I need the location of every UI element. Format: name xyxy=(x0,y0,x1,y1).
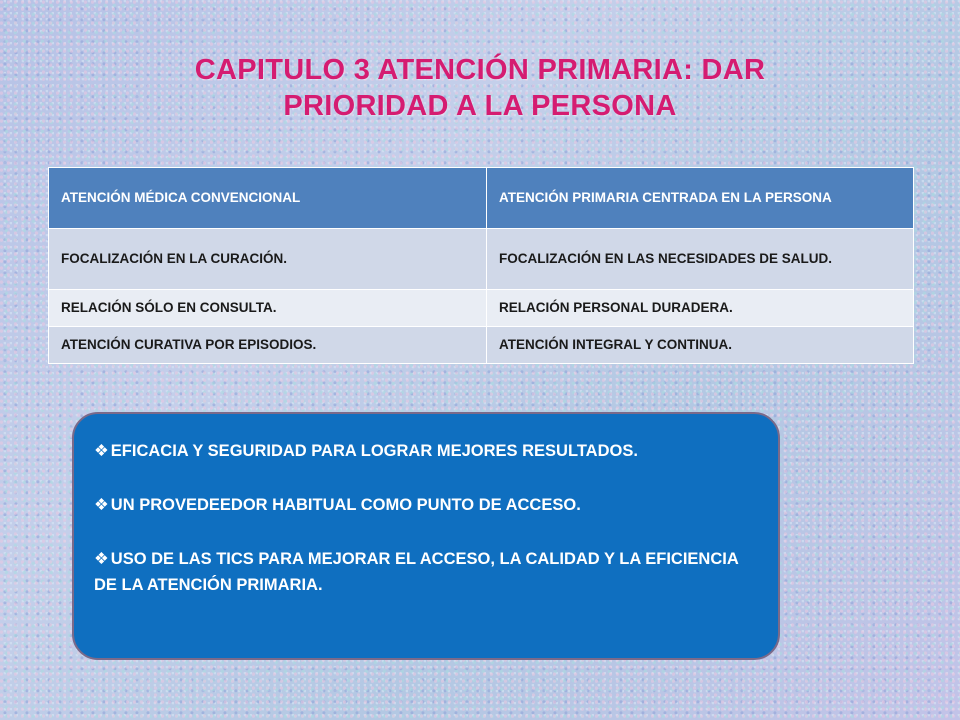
key-points-list xyxy=(94,438,756,598)
diamond-bullet-icon: ❖ xyxy=(94,496,109,514)
list-item xyxy=(94,492,756,518)
list-item xyxy=(94,546,756,598)
list-item xyxy=(94,438,756,464)
list-item-text: USO DE LAS TICS PARA MEJORAR EL ACCESO, LA CALIDAD Y LA EFICIENCIA DE LA ATENCIÓN PRIMARIA. xyxy=(94,550,739,594)
diamond-bullet-icon: ❖ xyxy=(94,442,109,460)
table-header-cell: ATENCIÓN MÉDICA CONVENCIONAL xyxy=(49,168,487,229)
slide-title-line-2: PRIORIDAD A LA PERSONA xyxy=(283,90,677,122)
table-header-row xyxy=(49,168,914,229)
diamond-bullet-icon: ❖ xyxy=(94,550,109,568)
table-row xyxy=(49,327,914,364)
table-cell: ATENCIÓN CURATIVA POR EPISODIOS. xyxy=(49,327,487,364)
slide-title xyxy=(80,52,880,124)
list-item-text: EFICACIA Y SEGURIDAD PARA LOGRAR MEJORES RESULTADOS. xyxy=(110,442,638,460)
comparison-table xyxy=(48,167,914,364)
list-item-text: UN PROVEDEEDOR HABITUAL COMO PUNTO DE ACCESO. xyxy=(110,496,581,514)
table-cell: ATENCIÓN INTEGRAL Y CONTINUA. xyxy=(487,327,914,364)
key-points-box xyxy=(72,412,780,660)
table-row xyxy=(49,229,914,290)
table-cell: FOCALIZACIÓN EN LA CURACIÓN. xyxy=(49,229,487,290)
table-cell: RELACIÓN PERSONAL DURADERA. xyxy=(487,290,914,327)
table-header-cell: ATENCIÓN PRIMARIA CENTRADA EN LA PERSONA xyxy=(487,168,914,229)
table-row xyxy=(49,290,914,327)
slide-title-line-1: CAPITULO 3 ATENCIÓN PRIMARIA: DAR xyxy=(194,54,766,86)
table-cell: RELACIÓN SÓLO EN CONSULTA. xyxy=(49,290,487,327)
table-cell: FOCALIZACIÓN EN LAS NECESIDADES DE SALUD. xyxy=(487,229,914,290)
